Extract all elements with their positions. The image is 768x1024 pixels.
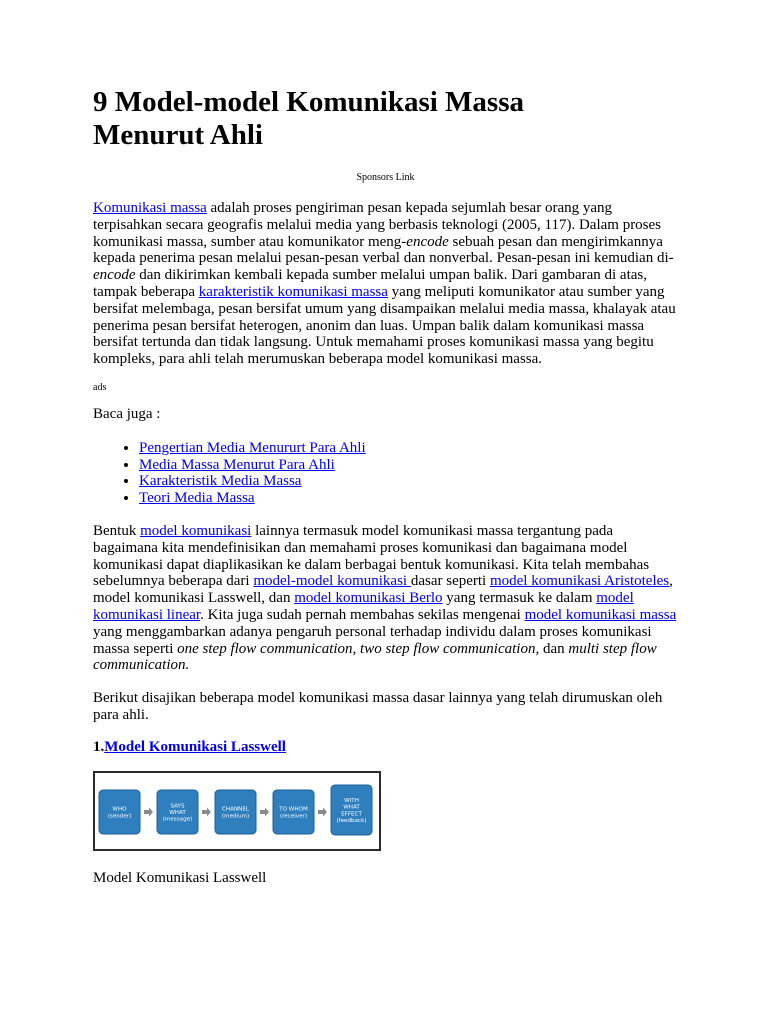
diagram-box-label: SAYS [170,802,185,809]
intro-text-4: yang meliputi komunikator atau sumber yang bersifat melembaga, pesan bersifat umum yang disampaikan melalui media massa, khalayak atau penerima pesan bersifat heterogen, anonim dan luas. Umpan balik dalam komunikasi massa bersifat tertunda dan tidak langsung. Untuk memahami proses komunikasi massa yang begitu kompleks, para ahli telah merumuskan beberapa model komunikasi massa. [93,283,676,368]
p2-text-3: dasar seperti [410,573,490,590]
p2-text-4: , model komunikasi Lasswell, dan [93,573,673,607]
link-model-aristoteles[interactable]: model komunikasi Aristoteles [489,573,670,590]
p2-text-7: yang menggambarkan adanya pengaruh personal terhadap individu dalam proses komunikasi massa seperti [93,623,652,657]
arrow-right-icon [144,807,153,816]
link-komunikasi-massa[interactable]: Komunikasi massa [93,200,207,216]
title-line-1: 9 Model-model Komunikasi Massa [93,86,524,118]
intro-paragraph [93,200,678,368]
lasswell-diagram-image [93,771,381,851]
section-number: 1. [93,738,105,755]
intro-text-2: sebuah pesan dan mengirimkannya kepada penerima pesan melalui pesan-pesan verbal dan nonverbal. Pesan-pesan ini kemudian di- [93,233,674,267]
related-link[interactable]: Karakteristik Media Massa [139,473,302,490]
link-model-komunikasi-massa[interactable]: model komunikasi massa [524,606,677,623]
page-title [93,86,678,152]
title-line-2: Menurut Ahli [93,119,263,151]
p2-text-1: Bentuk [93,522,141,539]
p2-text-5: yang termasuk ke dalam [442,590,597,607]
p2-text-6: . Kita juga sudah pernah membahas sekilas mengenai [200,606,525,623]
diagram-box-label: EFFECT [341,810,362,817]
figure-caption: Model Komunikasi Lasswell [93,869,267,886]
sponsors-link-label: Sponsors Link [356,172,415,183]
ads-label: ads [93,381,107,393]
diagram-box-label: CHANNEL [222,806,249,813]
diagram-box-label: (feedback) [336,817,367,824]
link-karakteristik-komunikasi-massa[interactable]: karakteristik komunikasi massa [198,283,388,300]
section-heading-lasswell [93,739,678,756]
link-model-linear[interactable]: model komunikasi linear [93,590,634,623]
body-paragraph-3: Berikut disajikan beberapa model komunikasi massa dasar lainnya yang telah dirumuskan oleh para ahli. [93,690,663,723]
link-model-lasswell[interactable]: Model Komunikasi Lasswell [104,738,286,755]
arrow-right-icon [202,807,211,816]
baca-juga-label: Baca juga : [93,405,161,422]
p2-text-2: lainnya termasuk model komunikasi massa tergantung pada bagaimana kita mendefinisikan dan memahami proses komunikasi dan bagaimana model komunikasi dapat diaplikasikan ke dalam berbagai bentuk komunikasi. Kita telah membahas sebelumnya beberapa dari [93,522,650,590]
p2-em-1: one step flow communication, two step flow communication, [177,640,540,657]
diagram-box-label: (receiver) [279,812,308,819]
article [93,86,678,886]
intro-em-2: encode [93,267,136,284]
link-model-berlo[interactable]: model komunikasi Berlo [294,590,443,607]
intro-text-1: adalah proses pengiriman pesan kepada sejumlah besar orang yang terpisahkan secara geografis melalui media yang berbasis teknologi (2005, 117). Dalam proses komunikasi massa, sumber atau komunikator meng- [93,200,662,250]
diagram-box-label: (sender) [107,812,132,819]
diagram-box [331,785,372,835]
arrow-right-icon [318,807,327,816]
related-links-list [93,440,678,507]
diagram-box-label: WHAT [343,804,360,811]
p2-text-8: dan [539,640,569,657]
link-model-model-komunikasi[interactable]: model-model komunikasi [253,573,411,590]
lasswell-diagram [95,773,379,849]
diagram-box [157,790,198,834]
related-link[interactable]: Media Massa Menurut Para Ahli [139,456,335,473]
list-item [139,440,678,457]
p2-em-2: multi step flow communication. [93,640,657,674]
diagram-box-label: WHAT [169,809,186,816]
link-model-komunikasi[interactable]: model komunikasi [140,522,252,539]
diagram-box-label: (message) [162,816,193,823]
list-item [139,490,678,507]
diagram-box-label: (medium) [221,812,250,819]
related-link[interactable]: Teori Media Massa [139,490,255,507]
related-link[interactable]: Pengertian Media Menururt Para Ahli [139,439,366,456]
body-paragraph-2 [93,523,678,674]
intro-em-1: encode [406,233,449,250]
diagram-box-label: WHO [112,806,127,813]
diagram-box [215,790,256,834]
diagram-box [99,790,140,834]
arrow-right-icon [260,807,269,816]
intro-text-3: dan dikirimkan kembali kepada sumber melalui umpan balik. Dari gambaran di atas, tampak beberapa [93,267,647,300]
diagram-box-label: WITH [344,797,359,804]
diagram-box [273,790,314,834]
list-item [139,457,678,474]
list-item [139,473,678,490]
diagram-box-label: TO WHOM [279,806,308,813]
